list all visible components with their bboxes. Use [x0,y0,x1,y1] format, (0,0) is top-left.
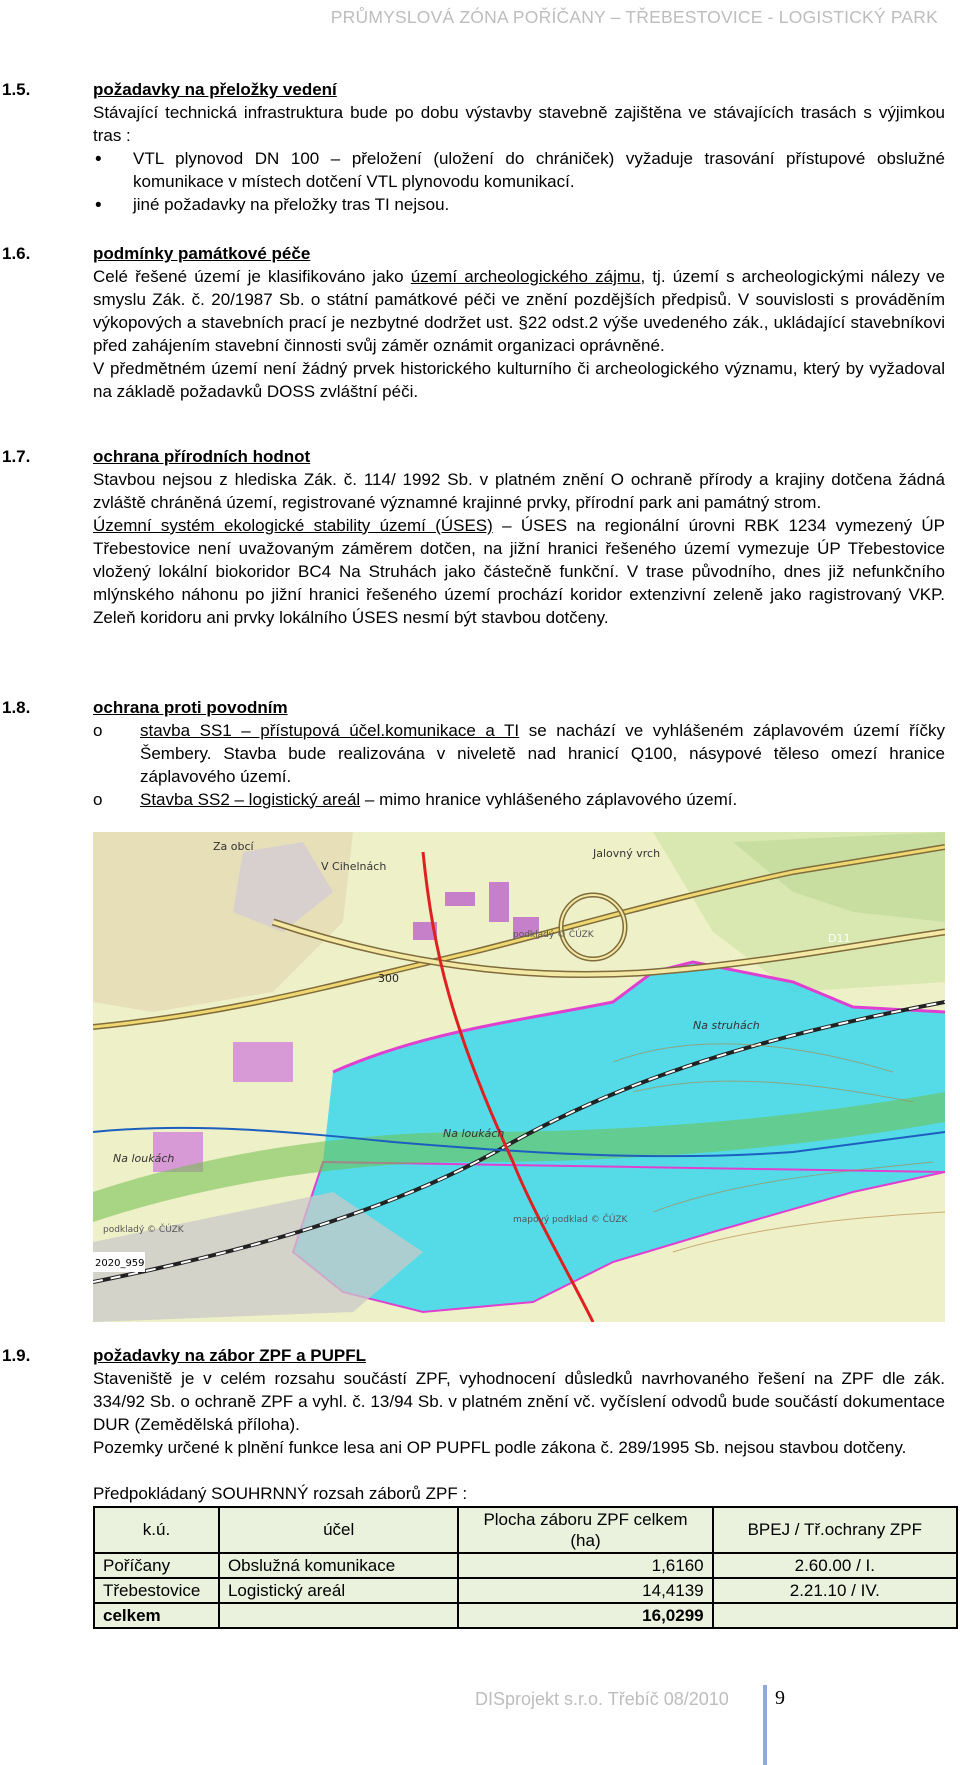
table-cell: 16,0299 [458,1603,712,1628]
paragraph: V předmětném území není žádný prvek historického kulturního či archeologického významu, který by vyžadoval na základě požadavků DOSS zvláštní péči. [93,358,945,401]
paragraph [93,266,945,358]
underlined-text: území archeologického zájmu [410,266,641,286]
text: Celé řešené území je klasifikováno jako [93,266,411,286]
table-cell [713,1603,957,1628]
table-header: Plocha záboru ZPF celkem (ha) [458,1507,712,1553]
section-1-6 [0,243,960,404]
table-cell [219,1603,458,1628]
list-item: • VTL plynovod DN 100 – přeložení (uložení do chrániček) vyžaduje trasování přístupové obslužné komunikace v místech dotčení VTL plynovodu komunikací. [93,148,945,194]
section-title: ochrana proti povodním [93,698,288,717]
section-number: 1.9. [2,1346,31,1365]
section-title: podmínky památkové péče [93,244,311,263]
map-label: D11 [828,932,851,945]
table-header: BPEJ / Tř.ochrany ZPF [713,1507,957,1553]
section-1-9 [0,1345,960,1629]
table-cell: Třebestovice [94,1578,219,1603]
circle-list [93,720,945,812]
table-cell: 1,6160 [458,1553,712,1578]
section-number: 1.5. [2,80,31,99]
underlined-text: Územní systém ekologické stability území (ÚSES) [93,515,493,535]
table-header: účel [219,1507,458,1553]
footer-company: DISprojekt s.r.o. Třebíč 08/2010 [475,1689,729,1709]
table-cell: 14,4139 [458,1578,712,1603]
section-number: 1.8. [2,698,31,717]
table-header: k.ú. [94,1507,219,1553]
paragraph: Pozemky určené k plnění funkce lesa ani OP PUPFL podle zákona č. 289/1995 Sb. nejsou stavbou dotčeny. [93,1437,907,1457]
text: – mimo hranice vyhlášeného záplavového území. [360,789,738,809]
map-label: Na loukách [443,1127,505,1140]
map-label: Za obcí [213,840,254,853]
table-cell: Logistický areál [219,1578,458,1603]
bullet-list [93,148,945,217]
table-cell: 2.60.00 / I. [713,1553,957,1578]
running-header: PRŮMYSLOVÁ ZÓNA POŘÍČANY – TŘEBESTOVICE - LOGISTICKÝ PARK [330,7,938,27]
paragraph: Stavbou nejsou z hlediska Zák. č. 114/ 1992 Sb. v platném znění O ochraně přírody a krajiny dotčena žádná zvláště chráněná území, registrované významné krajinné prvky, přírodní park ani památný strom. [93,469,945,512]
section-1-5 [0,79,960,217]
underlined-text: Stavba SS2 – logistický areál [140,789,361,809]
table-cell: celkem [94,1603,219,1628]
paragraph [93,515,945,630]
list-item [93,789,945,812]
zpf-table [93,1506,958,1629]
paragraph: Stávající technická infrastruktura bude po dobu výstavby stavebně zajištěna ve stávajících trasách s výjimkou tras : [93,102,945,145]
section-number: 1.7. [2,447,31,466]
table-caption: Předpokládaný SOUHRNNÝ rozsah záborů ZPF : [93,1483,468,1503]
text: – ÚSES na regionální úrovni RBK 1234 vymezený ÚP Třebestovice není uvažovaným záměrem dotčen, na jižní hranici řešeného území vymezuje ÚP Třebestovice vložený lokální biokoridor BC4 Na Struhách jako částečně funkční. V trase původního, dnes již nefunkčního mlýnského náhonu po jižní hranici řešeného území prochází koridor extenzivní zeleně jako ragistrovaný VKP. Zeleň koridoru ani prvky lokálního ÚSES nesmí být stavbou dotčeny. [93,515,946,627]
section-1-8 [0,697,960,812]
map-label: Na loukách [113,1152,175,1165]
footer-divider [763,1685,767,1765]
text: , tj. území s archeologickými nálezy ve smyslu Zák. č. 20/1987 Sb. o státní památkové péči ve znění pozdějších předpisů. V souvislosti s prováděním výkopových a stavebních prací je nezbytné dodržet ust. §22 odst.2 výše uvedeného zák., ukládající stavebníkovi před zahájením stavební činnosti svůj záměr oznámit organizaci oprávněné. [93,266,945,355]
list-item: • jiné požadavky na přeložky tras TI nejsou. [93,194,945,217]
map-label: 300 [378,972,399,985]
table-row [94,1578,957,1603]
table-header-row [94,1507,957,1553]
table-total-row [94,1603,957,1628]
section-title: požadavky na zábor ZPF a PUPFL [93,1346,367,1365]
table-row [94,1553,957,1578]
map-label: mapový podklad © ČÚZK [513,1215,628,1225]
map-label: 2020_959 [95,1258,145,1269]
page-number: 9 [775,1687,785,1709]
map-label: Jalovný vrch [593,847,661,860]
table-cell: Poříčany [94,1553,219,1578]
table-cell: Obslužná komunikace [219,1553,458,1578]
map-graphic [93,832,945,1322]
section-title: ochrana přírodních hodnot [93,447,311,466]
map-label: V Cihelnách [321,860,387,873]
text: se nachází ve vyhlášeném záplavovém území říčky Šembery. Stavba bude realizována v niveletě nad hranicí Q100, násypové těleso omezí hranice záplavového území. [140,720,945,786]
map-label: podkladý © ČÚZK [103,1225,184,1235]
flood-zone-map [93,832,945,1322]
section-1-7 [0,446,960,630]
map-label: Na struhách [693,1019,760,1032]
table-cell: 2.21.10 / IV. [713,1578,957,1603]
paragraph: Staveniště je v celém rozsahu součástí ZPF, vyhodnocení důsledků navrhovaného řešení na ZPF dle zák. 334/92 Sb. o ochraně ZPF a vyhl. č. 13/94 Sb. v platném znění vč. vyčíslení odvodů bude součástí dokumentace DUR (Zemědělská příloha). [93,1368,945,1434]
underlined-text: stavba SS1 – přístupová účel.komunikace a TI [140,720,520,740]
map-label: podkladý © ČÚZK [513,930,594,940]
list-item [93,720,945,789]
section-title: požadavky na přeložky vedení [93,80,337,99]
section-number: 1.6. [2,244,31,263]
